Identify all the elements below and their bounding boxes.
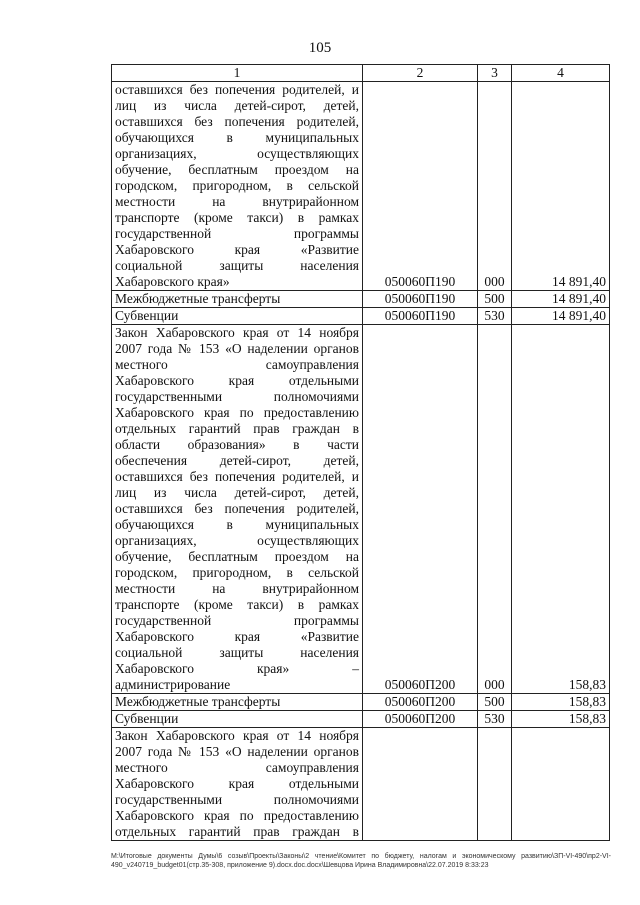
- code-cell: 050060П200: [363, 711, 478, 728]
- expense-type-cell: 000: [478, 325, 512, 694]
- description-line: обучение, бесплатным проездом на: [115, 162, 359, 177]
- table-row: [112, 291, 610, 308]
- budget-table: [111, 64, 610, 841]
- table-row: [112, 82, 610, 291]
- description-line: организациях, осуществляющих: [115, 146, 359, 161]
- file-path-footer: М:\Итоговые документы Думы\6 созыв\Проекты\Законы\2 чтение\Комитет по бюджету, налогам и экономическому развитию\ЗП-VI-490\пр2-VI-490_v240719_budget01(стр.35-308, приложение 9).docx.doc.docx\Шевцова Ирина Владимировна\22.07.2019 8:33:23: [111, 853, 611, 869]
- description-line: Хабаровского края отдельными: [115, 776, 359, 791]
- description-line: государственной программы: [115, 226, 359, 241]
- code-cell: 050060П190: [363, 82, 478, 291]
- amount-cell: 14 891,40: [512, 308, 610, 325]
- amount-cell: 14 891,40: [512, 82, 610, 291]
- description-line: обеспечения детей-сирот, детей,: [115, 453, 359, 468]
- header-cell: 2: [363, 65, 478, 82]
- description-line: обучающихся в муниципальных: [115, 517, 359, 532]
- description-line: оставшихся без попечения родителей,: [115, 501, 359, 516]
- description-line: оставшихся без попечения родителей,: [115, 114, 359, 129]
- description-line: отдельных гарантий прав граждан в: [115, 421, 359, 436]
- description-line: 2007 года № 153 «О наделении органов: [115, 341, 359, 356]
- description-line: администрирование: [115, 677, 231, 692]
- description-line: социальной защиты населения: [115, 645, 359, 660]
- description-line: лиц из числа детей-сирот, детей,: [115, 485, 359, 500]
- description-line: оставшихся без попечения родителей, и: [115, 82, 359, 97]
- description-line: организациях, осуществляющих: [115, 533, 359, 548]
- description-line: местности на внутрирайонном: [115, 581, 359, 596]
- expense-type-cell: 530: [478, 711, 512, 728]
- code-cell: 050060П190: [363, 291, 478, 308]
- amount-cell: [512, 728, 610, 841]
- description-cell: [112, 728, 363, 841]
- description-line: Межбюджетные трансферты: [115, 694, 281, 709]
- description-line: Хабаровского края» –: [115, 661, 359, 676]
- description-line: Хабаровского края по предоставлению: [115, 808, 359, 823]
- description-line: Субвенции: [115, 308, 179, 323]
- page-number: 105: [308, 40, 332, 56]
- description-line: Хабаровского края»: [115, 274, 230, 289]
- description-line: местного самоуправления: [115, 760, 359, 775]
- header-cell: 3: [478, 65, 512, 82]
- description-cell: [112, 711, 363, 728]
- description-cell: [112, 82, 363, 291]
- amount-cell: 14 891,40: [512, 291, 610, 308]
- description-line: обучающихся в муниципальных: [115, 130, 359, 145]
- description-cell: [112, 308, 363, 325]
- description-line: государственными полномочиями: [115, 389, 359, 404]
- description-line: Межбюджетные трансферты: [115, 291, 281, 306]
- table-row: [112, 325, 610, 694]
- table-row: [112, 728, 610, 841]
- table-row: [112, 711, 610, 728]
- description-line: отдельных гарантий прав граждан в: [115, 824, 359, 839]
- code-cell: 050060П200: [363, 694, 478, 711]
- expense-type-cell: 500: [478, 291, 512, 308]
- code-cell: [363, 728, 478, 841]
- description-line: местности на внутрирайонном: [115, 194, 359, 209]
- expense-type-cell: 530: [478, 308, 512, 325]
- description-line: оставшихся без попечения родителей, и: [115, 469, 359, 484]
- description-line: транспорте (кроме такси) в рамках: [115, 210, 359, 225]
- description-line: государственной программы: [115, 613, 359, 628]
- table-row: [112, 308, 610, 325]
- expense-type-cell: [478, 728, 512, 841]
- amount-cell: 158,83: [512, 325, 610, 694]
- header-cell: 1: [112, 65, 363, 82]
- code-cell: 050060П190: [363, 308, 478, 325]
- description-line: социальной защиты населения: [115, 258, 359, 273]
- description-line: Субвенции: [115, 711, 179, 726]
- description-line: Закон Хабаровского края от 14 ноября: [115, 325, 359, 340]
- header-cell: 4: [512, 65, 610, 82]
- description-line: Хабаровского края «Развитие: [115, 629, 359, 644]
- description-line: городском, пригородном, в сельской: [115, 565, 359, 580]
- description-line: государственными полномочиями: [115, 792, 359, 807]
- table-row: [112, 694, 610, 711]
- description-line: лиц из числа детей-сирот, детей,: [115, 98, 359, 113]
- description-line: области образования» в части: [115, 437, 359, 452]
- description-cell: [112, 291, 363, 308]
- description-line: Хабаровского края отдельными: [115, 373, 359, 388]
- description-line: местного самоуправления: [115, 357, 359, 372]
- description-line: Хабаровского края по предоставлению: [115, 405, 359, 420]
- description-cell: [112, 325, 363, 694]
- description-line: обучение, бесплатным проездом на: [115, 549, 359, 564]
- amount-cell: 158,83: [512, 711, 610, 728]
- description-line: городском, пригородном, в сельской: [115, 178, 359, 193]
- expense-type-cell: 000: [478, 82, 512, 291]
- description-cell: [112, 694, 363, 711]
- description-line: транспорте (кроме такси) в рамках: [115, 597, 359, 612]
- expense-type-cell: 500: [478, 694, 512, 711]
- description-line: Хабаровского края «Развитие: [115, 242, 359, 257]
- amount-cell: 158,83: [512, 694, 610, 711]
- description-line: Закон Хабаровского края от 14 ноября: [115, 728, 359, 743]
- table-header-row: [112, 65, 610, 82]
- code-cell: 050060П200: [363, 325, 478, 694]
- description-line: 2007 года № 153 «О наделении органов: [115, 744, 359, 759]
